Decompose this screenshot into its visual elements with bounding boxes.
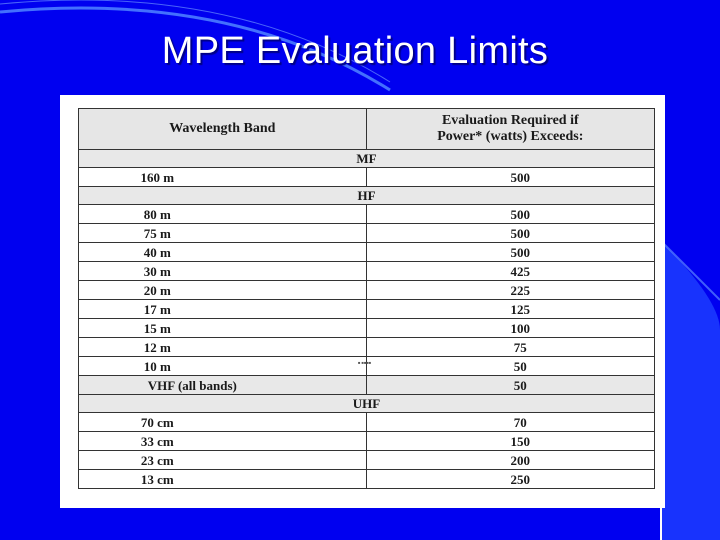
table-row	[79, 432, 655, 451]
band-cell: 23 cm	[79, 451, 367, 470]
watts-cell: 500	[366, 224, 654, 243]
watts-cell: 75	[366, 338, 654, 357]
section-label: UHF	[79, 395, 655, 413]
table-row	[79, 168, 655, 187]
table-row	[79, 300, 655, 319]
section-label: HF	[79, 187, 655, 205]
table-row	[79, 224, 655, 243]
slide-edge-line	[660, 505, 662, 540]
header-line-2: Power* (watts) Exceeds:	[437, 129, 584, 144]
watts-cell: 500	[366, 205, 654, 224]
band-cell: 20 m	[79, 281, 367, 300]
table-row	[79, 470, 655, 489]
scan-artifact-mark: ■ ■■■■	[358, 360, 372, 365]
watts-cell: 100	[366, 319, 654, 338]
watts-cell: 200	[366, 451, 654, 470]
header-wavelength-band: Wavelength Band	[79, 109, 367, 150]
watts-cell: 225	[366, 281, 654, 300]
header-evaluation-required	[366, 109, 654, 150]
band-cell: 30 m	[79, 262, 367, 281]
table-row	[79, 281, 655, 300]
section-row-inline	[79, 376, 655, 395]
table-row	[79, 243, 655, 262]
band-cell: 15 m	[79, 319, 367, 338]
band-cell: 40 m	[79, 243, 367, 262]
table-row	[79, 451, 655, 470]
band-cell: 70 cm	[79, 413, 367, 432]
watts-cell: 150	[366, 432, 654, 451]
mpe-limits-table	[78, 108, 655, 489]
section-header-row	[79, 150, 655, 168]
watts-cell: 125	[366, 300, 654, 319]
slide-title: MPE Evaluation Limits	[161, 30, 549, 72]
section-label: MF	[79, 150, 655, 168]
watts-cell: 425	[366, 262, 654, 281]
band-cell: 13 cm	[79, 470, 367, 489]
watts-cell: 500	[366, 243, 654, 262]
watts-cell: 250	[366, 470, 654, 489]
table-row	[79, 319, 655, 338]
band-cell: 80 m	[79, 205, 367, 224]
band-cell: 33 cm	[79, 432, 367, 451]
section-header-row	[79, 395, 655, 413]
watts-cell: 70	[366, 413, 654, 432]
mpe-table-image	[60, 95, 665, 508]
section-label: VHF (all bands)	[79, 376, 367, 395]
band-cell: 10 m	[79, 357, 367, 376]
band-cell: 12 m	[79, 338, 367, 357]
band-cell: 17 m	[79, 300, 367, 319]
band-cell: 160 m	[79, 168, 367, 187]
watts-cell: 50	[366, 357, 654, 376]
section-value: 50	[366, 376, 654, 395]
band-cell: 75 m	[79, 224, 367, 243]
watts-cell: 500	[366, 168, 654, 187]
section-header-row	[79, 187, 655, 205]
table-row	[79, 413, 655, 432]
table-row	[79, 262, 655, 281]
table-header-row	[79, 109, 655, 150]
table-row	[79, 205, 655, 224]
table-row	[79, 338, 655, 357]
header-line-1: Evaluation Required if	[441, 112, 579, 128]
